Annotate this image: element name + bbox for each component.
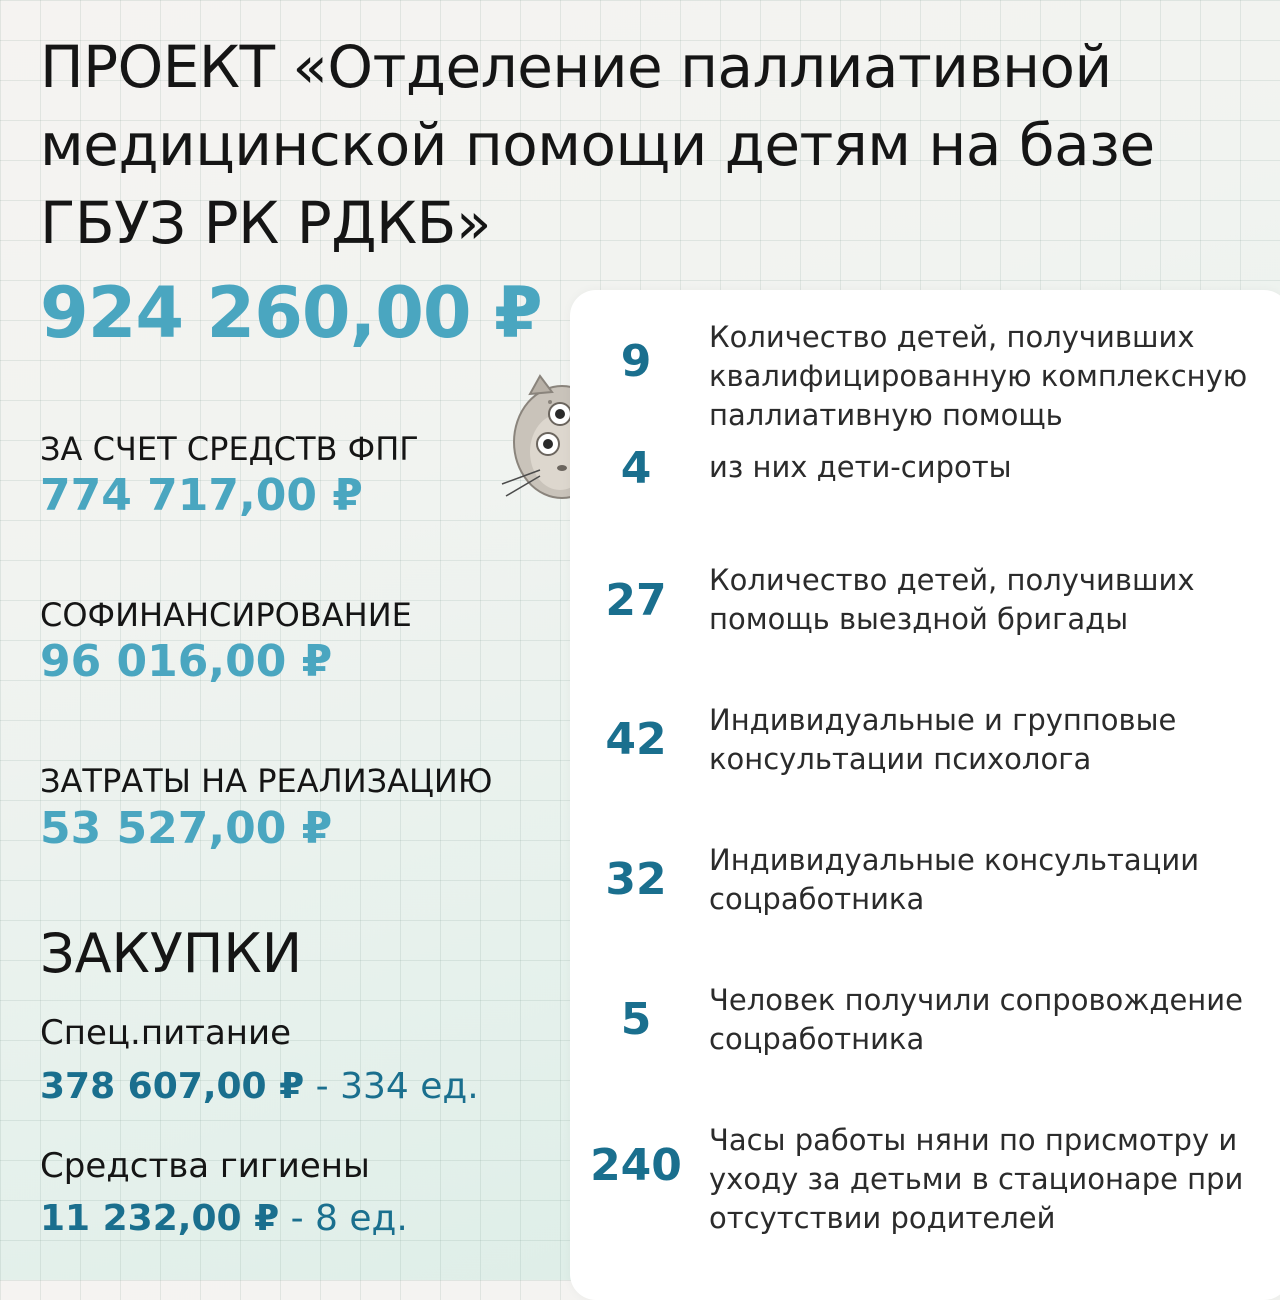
stat-description: Количество детей, получивших помощь выездной бригады <box>709 563 1195 636</box>
stat-description: Количество детей, получивших квалифицированную комплексную паллиативную помощь <box>709 320 1248 432</box>
purchase-item-amount: 11 232,00 ₽ <box>40 1198 280 1239</box>
purchase-item-name: Средства гигиены <box>40 1146 370 1186</box>
financing-amount-fpg: 774 717,00 ₽ <box>40 470 363 521</box>
financing-label-cofinancing: СОФИНАНСИРОВАНИЕ <box>40 596 412 634</box>
stat-description: Часы работы няни по присмотру и уходу за детьми в стационаре при отсутствии родителей <box>709 1123 1244 1235</box>
purchase-item-amount: 378 607,00 ₽ <box>40 1066 305 1107</box>
financing-label-implementation: ЗАТРАТЫ НА РЕАЛИЗАЦИЮ <box>40 762 493 800</box>
stat-number: 42 <box>605 714 667 765</box>
stat-description: из них дети-сироты <box>709 450 1012 484</box>
purchases-title: ЗАКУПКИ <box>40 922 303 985</box>
purchase-item-quantity: - 334 ед. <box>304 1066 479 1107</box>
page-title: ПРОЕКТ «Отделение паллиативной медицинской помощи детям на базе ГБУЗ РК РДКБ» <box>40 33 1155 257</box>
total-amount: 924 260,00 ₽ <box>40 272 542 354</box>
purchase-item-line <box>40 1198 408 1239</box>
stat-number: 5 <box>620 994 652 1045</box>
purchase-item-line <box>40 1066 479 1107</box>
stat-description: Человек получили сопровождение соцработника <box>709 983 1243 1056</box>
stat-number: 32 <box>605 854 667 905</box>
stat-description: Индивидуальные консультации соцработника <box>709 843 1200 916</box>
stat-number: 9 <box>620 336 652 387</box>
stat-number: 27 <box>605 575 667 626</box>
stat-number: 4 <box>620 443 652 494</box>
stat-number: 240 <box>590 1140 682 1191</box>
purchase-item-name: Спец.питание <box>40 1013 292 1053</box>
financing-label-fpg: ЗА СЧЕТ СРЕДСТВ ФПГ <box>40 430 419 468</box>
stat-description: Индивидуальные и групповые консультации психолога <box>709 703 1177 776</box>
financing-amount-cofinancing: 96 016,00 ₽ <box>40 636 333 687</box>
purchase-item-quantity: - 8 ед. <box>279 1198 408 1239</box>
financing-amount-implementation: 53 527,00 ₽ <box>40 803 333 854</box>
